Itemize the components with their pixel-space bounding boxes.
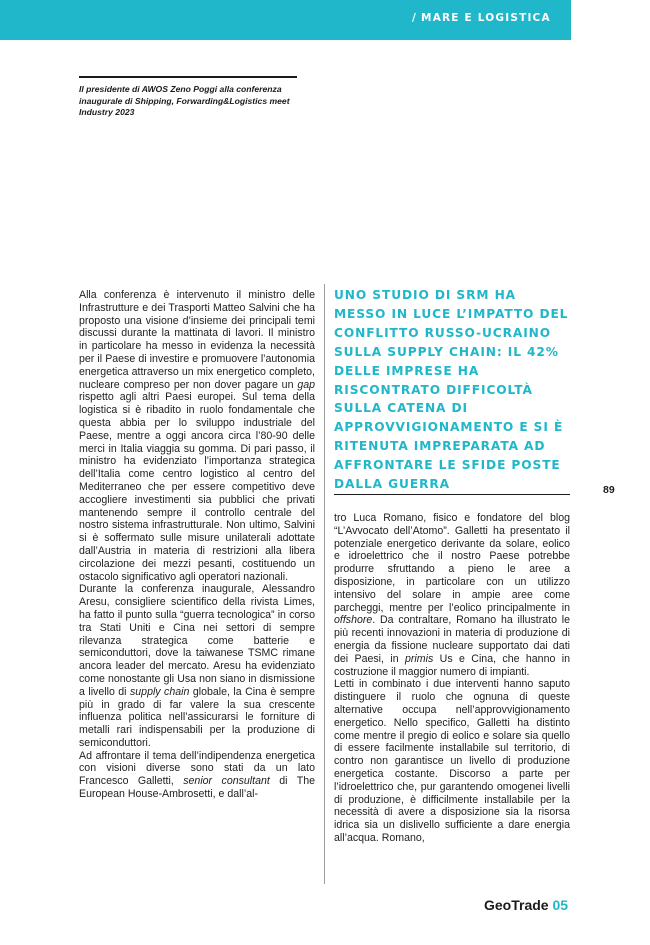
text-run: tro Luca Romano, fisico e fondatore del blog “L’Avvocato dell’Atomo”. Galletti ha presentato il potenziale energetico derivante da solare, eolico e idroelettrico che il nostro Paese potrebbe produrre sfruttando a pieno le aree a disposizione, in particolare con un utilizzo intensivo del solare in ampie aree come parcheggi, mentre per l’eolico principalmente in <box>334 512 570 614</box>
section-title: MARE E LOGISTICA <box>421 12 551 24</box>
italic-term: gap <box>297 378 315 391</box>
page-number: 89 <box>603 484 615 496</box>
section-header-band <box>0 0 571 40</box>
section-label <box>412 12 551 28</box>
section-slash: / <box>412 12 418 24</box>
caption-rule <box>79 76 297 78</box>
text-run: . Da contraltare, Romano ha illustrato le più recenti innovazioni in materia di produzione di energia da fissione nucleare supportato dai dati dei Paesi, in <box>334 614 570 665</box>
italic-term: primis <box>405 652 434 665</box>
pull-quote-rule <box>334 494 570 495</box>
article-paragraph: Letti in combinato i due interventi hanno saputo distinguere il ruolo che ognuna di queste alternative occupa nell’approvvigionamento energetico. Nello specifico, Galletti ha distinto come mentre il pregio di eolico e solare sia quello di essere facilmente installabile sul territorio, di contro non garantisce un livello di produzione energetica costante. Discorso a parte per l’idroelettrico che, pur garantendo omogenei livelli di produzione, è difficilmente installabile per la necessità di avere a disposizione sia la risorsa idrica sia un dislivello sufficiente a dare energia all’acqua. Romano, <box>334 678 570 844</box>
article-paragraph <box>79 750 315 801</box>
text-run: globale, la Cina è sempre più in grado di far valere la sua crescente influenza politica nell’assicurarsi le forniture di metalli rari indispensabili per la produzione di semiconduttori. <box>79 685 315 749</box>
footer-brand <box>484 897 568 913</box>
text-run: Ad affrontare il tema dell’indipendenza energetica con visioni diverse sono stati da un lato Francesco Galletti, <box>79 749 315 788</box>
pull-quote: UNO STUDIO DI SRM HA MESSO IN LUCE L’IMPATTO DEL CONFLITTO RUSSO-UCRAINO SULLA SUPPLY CHAIN: IL 42% DELLE IMPRESE HA RISCONTRATO DIFFICOLTÀ SULLA CATENA DI APPROVVIGIONAMENTO E SI È RITENUTA IMPREPARATA AD AFFRONTARE LE SFIDE POSTE DALLA GUERRA <box>334 288 569 492</box>
text-run: Durante la conferenza inaugurale, Alessandro Aresu, consigliere scientifico della rivista Limes, ha fatto il punto sulla “guerra tecnologica” in corso tra Stati Uniti e Cina nei settori di sempre rilevanza strategica come batterie e semiconduttori, dove la taiwanese TSMC rimane ancora leader del mercato. Aresu ha evidenziato come nonostante gli Usa non siano in dismissione a livello di <box>79 583 315 698</box>
article-column-left <box>79 289 315 801</box>
italic-term: offshore <box>334 614 373 627</box>
column-divider <box>324 284 325 884</box>
issue-number: 05 <box>552 897 569 913</box>
photo-caption: Il presidente di AWOS Zeno Poggi alla conferenza inaugurale di Shipping, Forwarding&Logistics meet Industry 2023 <box>79 84 290 117</box>
article-paragraph <box>79 289 315 583</box>
text-run: Alla conferenza è intervenuto il ministro delle Infrastrutture e dei Trasporti Matteo Salvini che ha proposto una visione d’insieme dei principali temi discussi durante la mattinata di lavori. Il ministro in particolare ha messo in evidenza la necessità per il Paese di investire e promuovere l’autonomia energetica attraverso un mix energetico completo, nucleare compreso per non dover pagare un <box>79 289 315 391</box>
text-run: Us e Cina, che hanno in costruzione il maggior numero di impianti. <box>334 652 570 678</box>
article-paragraph <box>334 512 570 678</box>
brand-name: GeoTrade <box>484 897 549 913</box>
text-run: rispetto agli altri Paesi europei. Sul tema della logistica si è ribadito in ruolo fondamentale che questa abbia per lo sviluppo industriale del Paese, mentre a oggi ancora circa l’80-90 delle merci in Italia viaggia su gomma. Di pari passo, il ministro ha evidenziato l’importanza strategica dell’Italia come centro logistico al centro del Mediterraneo che per essere competitivo deve accogliere investimenti sia pubblici che privati mantenendo sempre il controllo centrale del nostro sistema infrastrutturale. Non ultimo, Salvini si è soffermato sulle misure unilaterali adottate dall’Austria in materia di restrizioni alla libera circolazione dei mezzi pesanti, costituendo un ostacolo significativo agli operatori nazionali. <box>79 391 315 583</box>
text-run: di The European House-Ambrosetti, e dall’al- <box>79 775 315 801</box>
italic-term: senior consultant <box>183 775 270 788</box>
italic-term: supply chain <box>129 685 190 698</box>
article-paragraph <box>79 583 315 749</box>
article-column-right <box>334 512 570 845</box>
